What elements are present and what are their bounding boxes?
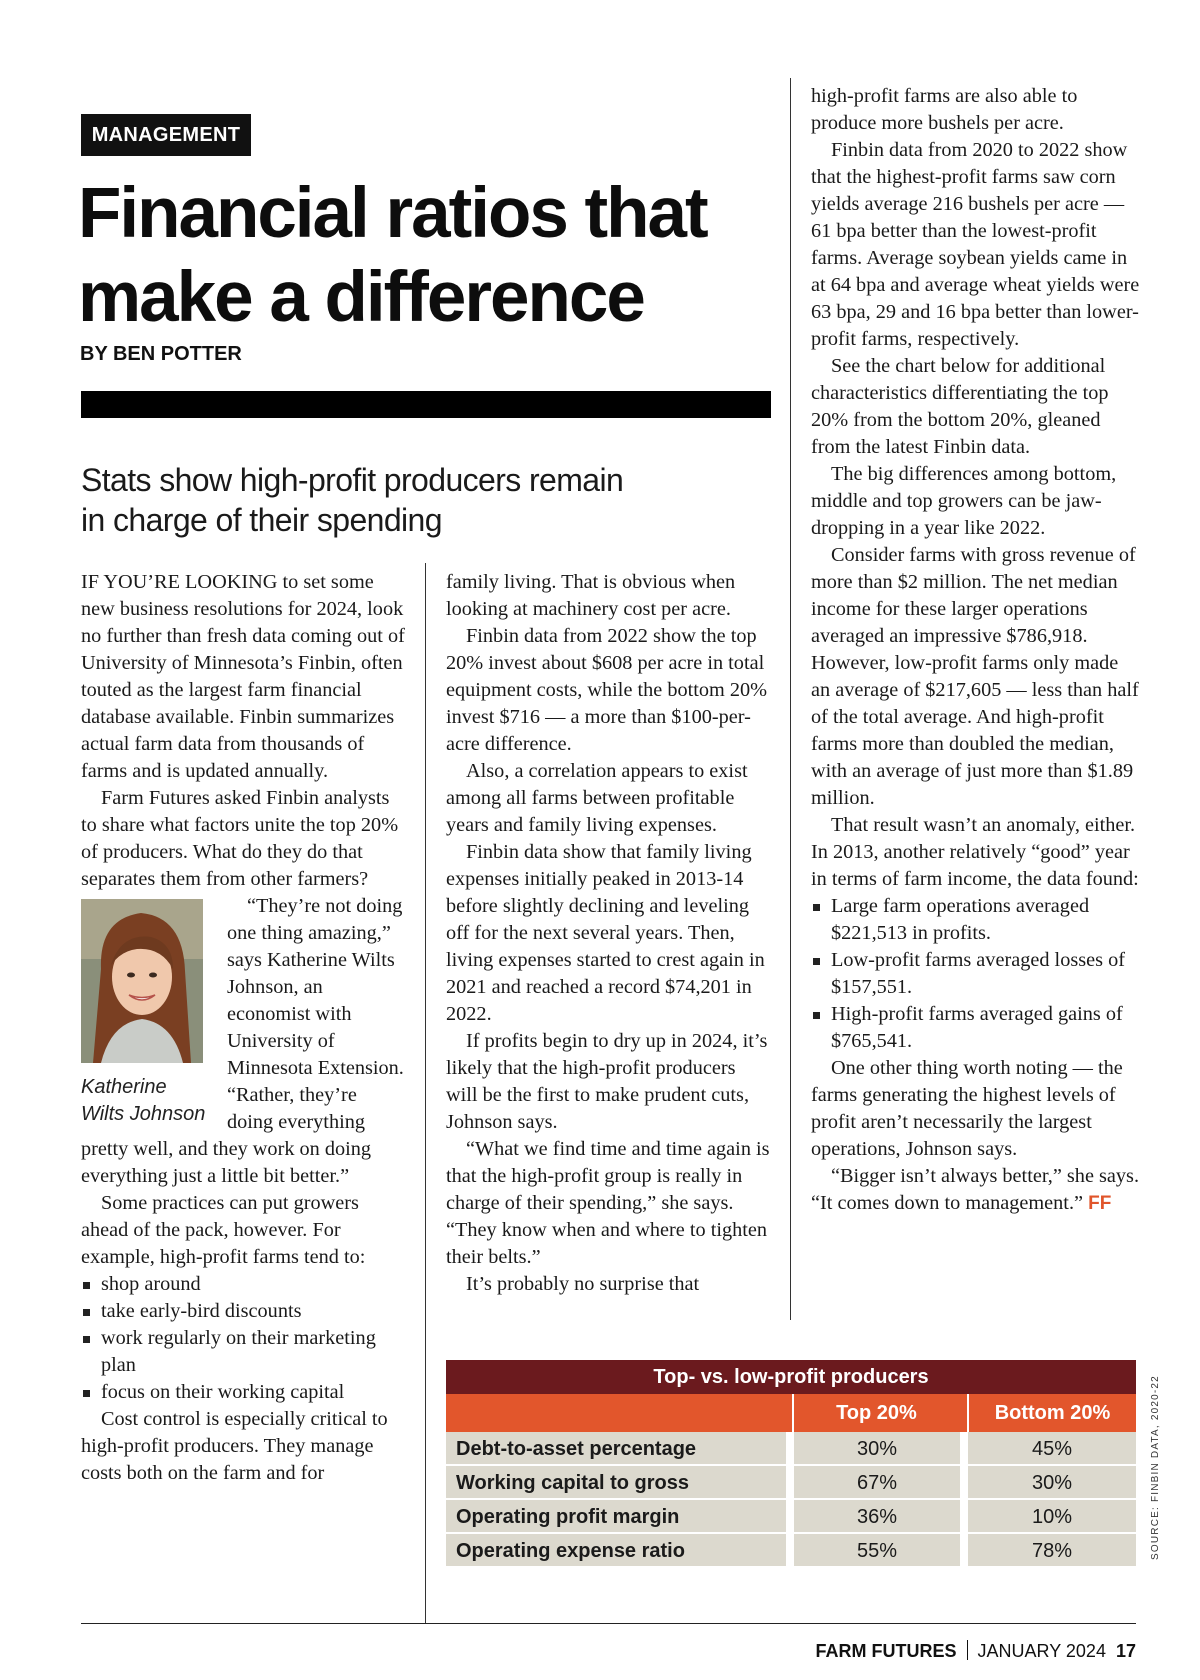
quote-paragraph: “They’re not doing one thing amazing,” says Katherine Wilts Johnson, an economist with University of Minnesota Extension. “Rather, they’re doing everything pretty well, and they work on doing everything just a little bit better.” — [81, 895, 404, 1187]
deck-line-1: Stats show high-profit producers remain — [81, 462, 624, 498]
closing-paragraph — [811, 1163, 1141, 1217]
row-label: Operating expense ratio — [446, 1534, 786, 1568]
list-item: work regularly on their marketing plan — [81, 1325, 406, 1379]
table-header-blank — [446, 1394, 792, 1432]
table-title: Top- vs. low-profit producers — [446, 1360, 1136, 1394]
paragraph: Consider farms with gross revenue of more than $2 million. The net median income for these larger operations averaged an impressive $786,918. However, low-profit farms only made an average of $217,605 — less than half of the total average. And high-profit farms more than doubled the median, with an average of just more than $1.89 million. — [811, 544, 1139, 809]
column-1 — [81, 569, 406, 1487]
top-value: 55% — [794, 1534, 960, 1568]
table-row — [446, 1432, 1136, 1466]
paragraph: Finbin data from 2020 to 2022 show that the highest-profit farms saw corn yields average 216 bushels per acre — 61 bpa better than the lowest-profit farms. Average soybean yields came in at 64 bpa and average wheat yields were 63 bpa, 29 and 16 bpa better than lower-profit farms, respectively. — [811, 139, 1140, 350]
list-item: Large farm operations averaged $221,513 in profits. — [811, 893, 1141, 947]
title-line-2: make a difference — [78, 258, 644, 337]
table-row — [446, 1466, 1136, 1500]
paragraph: One other thing worth noting — the farms generating the highest levels of profit aren’t necessarily the largest operations, Johnson says. — [811, 1057, 1123, 1160]
paragraph: “What we find time and time again is that the high-profit group is really in charge of their spending,” she says. “They know when and where to tighten their belts.” — [446, 1138, 770, 1268]
row-label: Debt-to-asset percentage — [446, 1432, 786, 1466]
column-3 — [811, 83, 1141, 1217]
list-item: take early-bird discounts — [81, 1298, 406, 1325]
footer-separator — [967, 1640, 968, 1660]
paragraph: Cost control is especially critical to high-profit producers. They manage costs both on the farm and for — [81, 1408, 388, 1484]
paragraph: Some practices can put growers ahead of the pack, however. For example, high-profit farms tend to: — [81, 1192, 366, 1268]
column-header-bottom: Bottom 20% — [967, 1394, 1136, 1432]
publication-name: FARM FUTURES — [815, 1641, 957, 1661]
list-item: High-profit farms averaged gains of $765,541. — [811, 1001, 1141, 1055]
end-mark: FF — [1088, 1193, 1112, 1214]
bottom-value: 10% — [968, 1500, 1136, 1534]
paragraph: The big differences among bottom, middle and top growers can be jaw-dropping in a year like 2022. — [811, 463, 1117, 539]
paragraph: Finbin data from 2022 show the top 20% invest about $608 per acre in total equipment costs, while the bottom 20% invest $716 — a more than $100-per-acre difference. — [446, 625, 768, 755]
paragraph: If profits begin to dry up in 2024, it’s likely that the high-profit producers will be the first to make prudent cuts, Johnson says. — [446, 1030, 768, 1133]
table-row — [446, 1500, 1136, 1534]
title-rule — [81, 391, 771, 418]
list-item: Low-profit farms averaged losses of $157,551. — [811, 947, 1141, 1001]
row-label: Operating profit margin — [446, 1500, 786, 1534]
column-divider-2 — [790, 78, 791, 1320]
bottom-value: 30% — [968, 1466, 1136, 1500]
row-label: Working capital to gross — [446, 1466, 786, 1500]
column-header-top: Top 20% — [792, 1394, 959, 1432]
table-source: SOURCE: FINBIN DATA, 2020-22 — [1150, 1375, 1161, 1560]
portrait-image — [81, 899, 203, 1063]
article-title — [78, 172, 778, 340]
results-list — [811, 893, 1141, 1055]
list-item: shop around — [81, 1271, 406, 1298]
top-value: 30% — [794, 1432, 960, 1466]
table-header — [446, 1394, 1136, 1432]
closing-text: “Bigger isn’t always better,” she says. “It comes down to management.” — [811, 1165, 1140, 1214]
paragraph: It’s probably no surprise that — [466, 1273, 700, 1295]
top-value: 36% — [794, 1500, 960, 1534]
bottom-value: 78% — [968, 1534, 1136, 1568]
top-value: 67% — [794, 1466, 960, 1500]
photo-caption — [81, 1074, 215, 1128]
table-row — [446, 1534, 1136, 1568]
deck — [81, 460, 641, 540]
paragraph: That result wasn’t an anomaly, either. In 2013, another relatively “good” year in terms of farm income, the data found: — [811, 814, 1139, 890]
column-2 — [446, 569, 771, 1298]
caption-line-1: Katherine — [81, 1076, 167, 1098]
practices-list — [81, 1271, 406, 1406]
paragraph: Finbin data show that family living expenses initially peaked in 2013-14 before slightly declining and leveling off for the next several years. Then, living expenses started to crest again in 2021 and reached a record $74,201 in 2022. — [446, 841, 765, 1025]
paragraph: family living. That is obvious when looking at machinery cost per acre. — [446, 571, 736, 620]
title-line-1: Financial ratios that — [78, 174, 707, 253]
column-divider-1 — [425, 563, 426, 1623]
byline: BY BEN POTTER — [80, 343, 242, 365]
paragraph: Also, a correlation appears to exist among all farms between profitable years and family living expenses. — [446, 760, 748, 836]
comparison-table — [446, 1360, 1136, 1568]
paragraph: Farm Futures asked Finbin analysts to share what factors unite the top 20% of producers. What do they do that separates them from other farmers? — [81, 787, 399, 890]
paragraph: high-profit farms are also able to produce more bushels per acre. — [811, 85, 1078, 134]
paragraph: IF YOU’RE LOOKING to set some new business resolutions for 2024, look no further than fresh data coming out of University of Minnesota’s Finbin, often touted as the largest farm financial database available. Finbin summarizes actual farm data from thousands of farms and is updated annually. — [81, 571, 405, 782]
list-item: focus on their working capital — [81, 1379, 406, 1406]
author-photo-block — [81, 893, 215, 1128]
paragraph: See the chart below for additional characteristics differentiating the top 20% from the bottom 20%, gleaned from the latest Finbin data. — [811, 355, 1109, 458]
page-footer — [816, 1640, 1136, 1662]
deck-line-2: in charge of their spending — [81, 502, 442, 538]
page-number: 17 — [1115, 1641, 1136, 1661]
issue-date: JANUARY 2024 — [977, 1641, 1106, 1661]
portrait-photo — [81, 899, 203, 1063]
footer-rule — [81, 1623, 1136, 1624]
caption-line-2: Wilts Johnson — [81, 1103, 206, 1125]
bottom-value: 45% — [968, 1432, 1136, 1466]
section-tag: MANAGEMENT — [81, 114, 251, 156]
